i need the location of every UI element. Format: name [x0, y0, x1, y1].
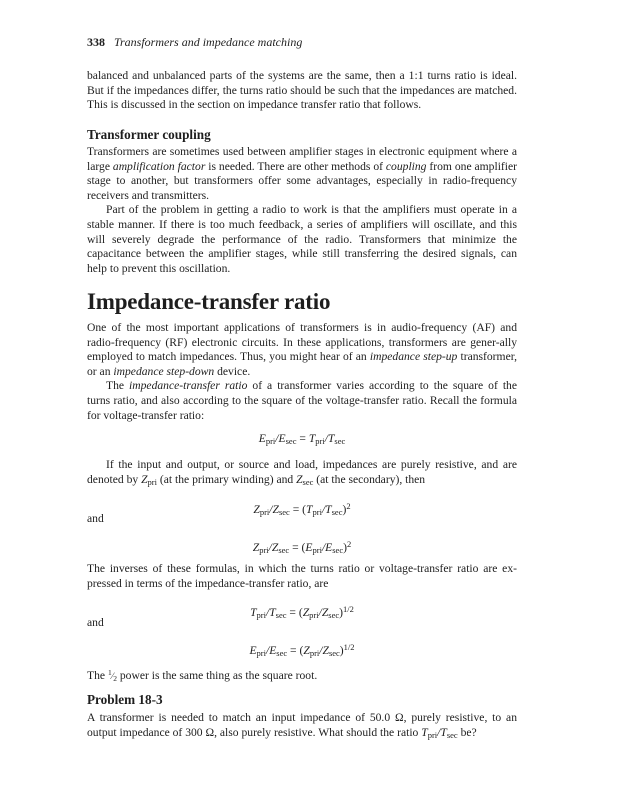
heading-problem-18-3: Problem 18-3: [87, 692, 163, 707]
equation-impedance-turns: $Z_{pri}/Z_{sec} = (T_{pri}/T_{sec})^2$: [253, 501, 351, 517]
coupling-body: [87, 145, 517, 276]
equation-impedance-voltage: $Z_{pri}/Z_{sec} = (E_{pri}/E_{sec})^2$: [252, 539, 352, 555]
coupling-paragraph-2: Part of the problem in getting a radio to work is that the amplifiers must operate in a stable manner. If there is too much feedback, a series of amplifiers will oscillate, and this will severely degrade the performance of the radio. Transformers that minimize the capacitance between the amplifier stages, while still transferring the desired signals, can help to prevent this oscillation.: [87, 203, 517, 275]
heading-impedance-transfer-ratio: Impedance-transfer ratio: [87, 289, 331, 314]
heading-transformer-coupling: Transformer coupling: [87, 127, 211, 142]
impedance-paragraph-2: The impedance-transfer ratio of a transformer varies according to the square of the turns ratio, and also according to the square of the voltage-transfer ratio. Recall the formula for voltage-transfer ratio:: [87, 379, 517, 422]
running-title: Transformers and impedance matching: [114, 35, 303, 49]
impedance-body-4: [87, 666, 517, 684]
equation-voltage-transfer: $E_{pri}/E_{sec} = T_{pri}/T_{sec}$: [258, 432, 346, 446]
impedance-body-2: [87, 458, 517, 487]
problem-text: A transformer is needed to match an input impedance of 50.0 Ω, purely resistive, to an output impedance of 300 Ω, also purely resistive. What should the ratio $T_{pri}/T_{sec}$ be?: [87, 711, 517, 740]
coupling-paragraph-1: Transformers are sometimes used between amplifier stages in electronic equipment where a large amplification factor is needed. There are other methods of coupling from one amplifier stage to another, but transformers offer some advantages, especially in radio-frequency receivers and transmitters.: [87, 145, 518, 202]
impedance-paragraph-3: If the input and output, or source and load, impedances are purely resistive, and are denoted by $Z_{pri}$ (at the primary winding) and $Z_{sec}$ (at the secondary), then: [87, 458, 517, 487]
section-transformer-coupling: [87, 127, 517, 143]
impedance-body-1: [87, 321, 517, 423]
intro-text: balanced and unbalanced parts of the systems are the same, then a 1:1 turns ratio is ideal. But if the impedances differ, the turns ratio should be such that the impedances are matched. This is discussed in the section on impedance transfer ratio that follows.: [87, 69, 517, 112]
section-impedance-transfer: [87, 288, 517, 316]
problem-body: [87, 711, 517, 740]
equation-turns-from-impedance: $T_{pri}/T_{sec} = (Z_{pri}/Z_{sec})^{1/2}$: [250, 604, 354, 620]
section-problem: [87, 692, 517, 708]
equation-voltage-from-impedance: $E_{pri}/E_{sec} = (Z_{pri}/Z_{sec})^{1/2}$: [249, 642, 355, 658]
impedance-body-3: [87, 562, 517, 591]
intro-paragraph: [87, 69, 517, 113]
impedance-paragraph-5: The $^1⁄_2$ power is the same thing as the square root.: [87, 668, 318, 683]
impedance-paragraph-1: One of the most important applications of transformers is in audio-frequency (AF) and radio-frequency (RF) electronic circuits. In these applications, transformers are gener-ally employed to match impedances. Thus, you might hear of an impedance step-up transformer, or an impedance step-down device.: [87, 321, 518, 378]
impedance-paragraph-4: The inverses of these formulas, in which the turns ratio or voltage-transfer ratio are ex-pressed in terms of the impedance-transfer ratio, are: [87, 562, 517, 590]
running-header: [87, 35, 537, 51]
page-number: 338: [87, 35, 105, 49]
and-label-1: and: [87, 512, 104, 525]
and-label-2: and: [87, 616, 104, 629]
